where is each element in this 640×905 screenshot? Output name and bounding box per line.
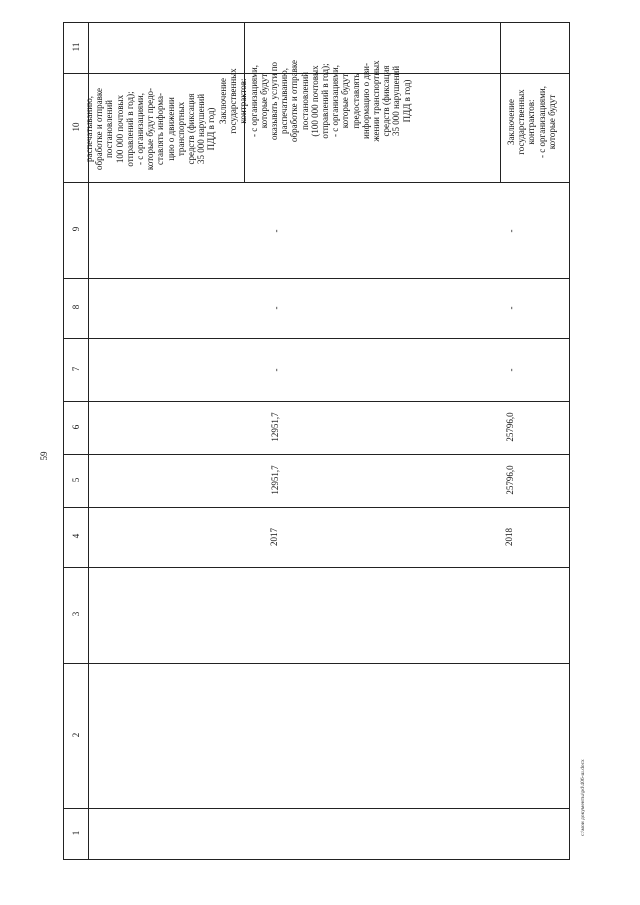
column-header-3 xyxy=(64,567,88,663)
table-cell-col6: 25796,0 xyxy=(505,412,515,442)
divider xyxy=(64,567,569,568)
column-header-label: 11 xyxy=(71,42,81,52)
column-header-6 xyxy=(64,401,88,454)
column-header-5 xyxy=(64,454,88,507)
divider xyxy=(64,808,569,809)
column-header-4 xyxy=(64,507,88,567)
table-cell-col8: - xyxy=(506,306,516,310)
table-cell-description: Заключение государственных контрактов: - с организациями, которые будут xyxy=(506,86,557,158)
column-header-label: 5 xyxy=(71,477,81,483)
column-header-label: 8 xyxy=(71,304,81,310)
rotated-data-table xyxy=(63,22,570,860)
table-cell-year: 2017 xyxy=(269,528,279,546)
column-header-label: 7 xyxy=(71,366,81,372)
table-cell-col7: - xyxy=(506,368,516,372)
footer-file-path-text: c:\мои документы\pd\406-ш.docx xyxy=(580,759,586,836)
page-number: 59 xyxy=(39,451,49,461)
table-cell-col5: 12951,7 xyxy=(270,465,280,495)
column-header-11 xyxy=(64,23,88,73)
divider xyxy=(64,454,569,455)
column-header-8 xyxy=(64,278,88,338)
column-header-7 xyxy=(64,338,88,401)
column-header-label: 10 xyxy=(71,122,81,132)
table-cell-col9: - xyxy=(271,229,281,233)
column-header-label: 2 xyxy=(71,732,81,738)
table-cell-col5: 25796,0 xyxy=(505,465,515,495)
table-cell-col8: - xyxy=(271,306,281,310)
column-header-label: 1 xyxy=(71,830,81,836)
divider xyxy=(64,278,569,279)
table-cell-year: 2018 xyxy=(504,528,514,546)
column-header-label: 9 xyxy=(71,226,81,232)
column-header-9 xyxy=(64,182,88,278)
table-cell-col9: - xyxy=(506,229,516,233)
column-header-label: 3 xyxy=(71,611,81,617)
divider xyxy=(64,182,569,183)
column-header-label: 4 xyxy=(71,533,81,539)
divider xyxy=(64,507,569,508)
table-cell-col7: - xyxy=(271,368,281,372)
table-cell-col6: 12951,7 xyxy=(270,412,280,442)
divider xyxy=(500,23,501,182)
column-header-2 xyxy=(64,663,88,808)
column-header-1 xyxy=(64,808,88,859)
divider xyxy=(64,401,569,402)
table-cell-description: Заключение государственных контрактов: - с организациями, которые будут оказывать услуги по распечатыванию, обработке и отправке постановлений (100 000 почтовых отправлений в год); - с организациями, которые будут предоставлять информацию о дви- жении транспортных средств (фиксация 35 000 нарушений ПДД в год) xyxy=(218,60,412,142)
divider xyxy=(64,663,569,664)
column-header-label: 6 xyxy=(71,424,81,430)
divider xyxy=(64,338,569,339)
table-cell-description: распечатыванию, обработке и отправке постановлений 100 000 почтовых отправлений в год); - с организациями, которые будут предо- ставлять информа- цию о движении транспортных средств (фиксация 35 000 нарушений ПДД в год) xyxy=(84,87,217,171)
